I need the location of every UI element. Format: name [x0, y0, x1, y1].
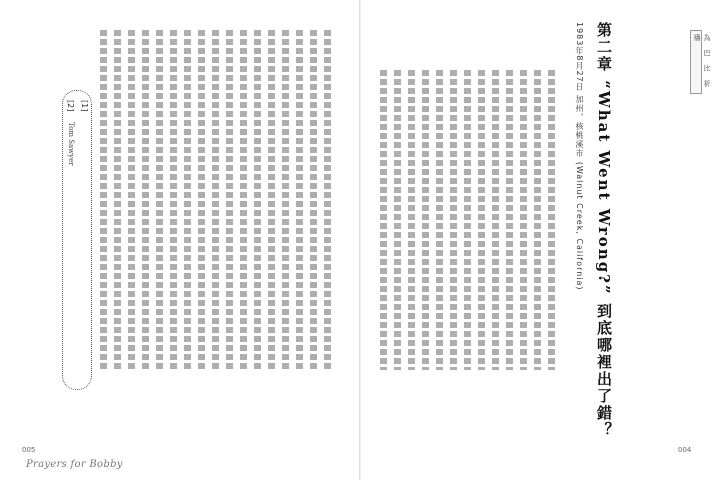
signature: Prayers for Bobby	[26, 459, 123, 470]
page-number-right: 004	[678, 446, 692, 454]
running-title-tab	[690, 30, 711, 94]
chapter-title	[594, 22, 614, 439]
chapter-title-text: “What Went Wrong?” 到底哪裡出了錯？	[595, 80, 613, 439]
footnote-marker-2: [2]	[66, 100, 75, 112]
chapter-date-line: 1983年8月27日 加州，核桃溪市 (Walnut Creek, California)	[575, 22, 584, 291]
right-page-body-text	[380, 70, 570, 370]
chapter-label: 第二章	[595, 22, 613, 73]
right-page	[360, 0, 720, 480]
running-title: 為 巴 比 祈 禱	[693, 34, 711, 90]
footnote-text-2: Tom Sawyer	[67, 122, 75, 166]
page-number-left: 005	[22, 446, 36, 454]
left-page-body-text	[100, 30, 340, 370]
footnote-marker-1: [1]	[80, 100, 89, 112]
